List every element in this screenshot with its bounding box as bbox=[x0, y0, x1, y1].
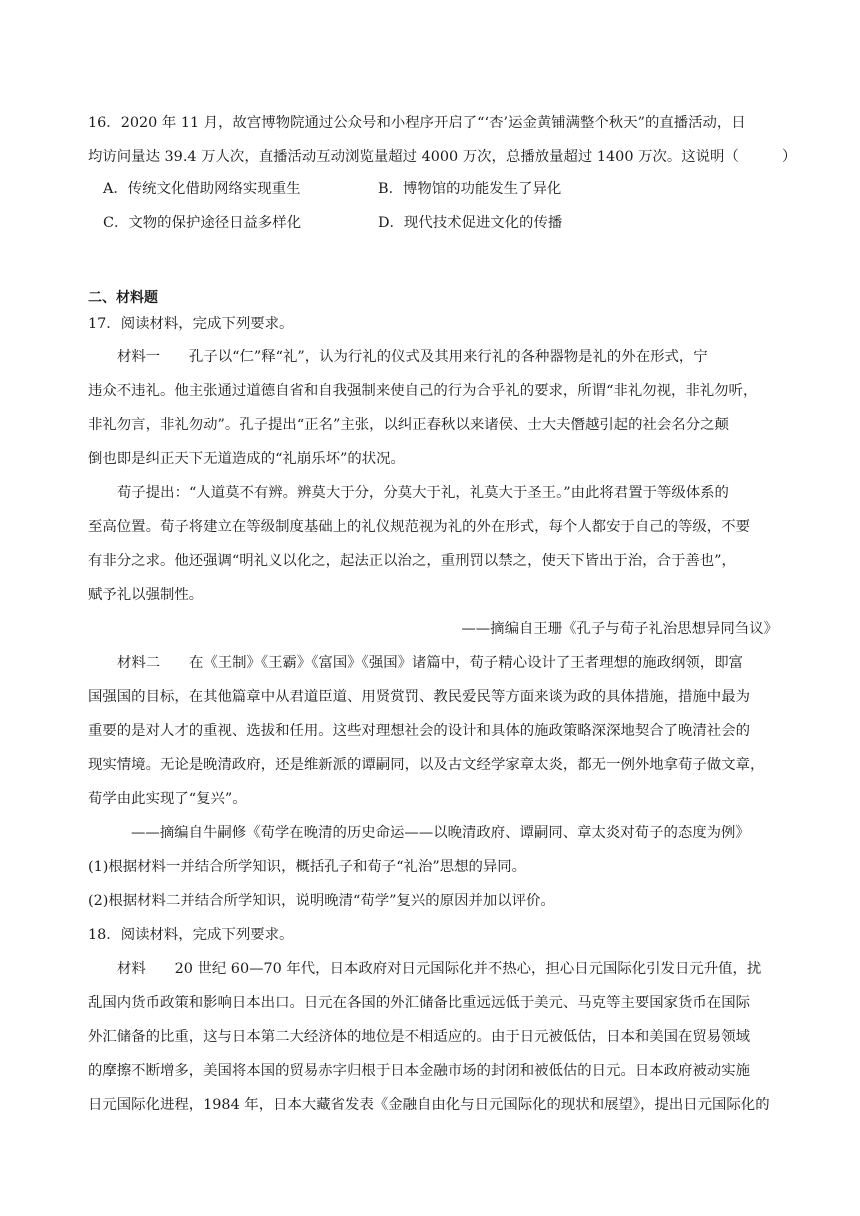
option-c: C．文物的保护途径日益多样化 bbox=[103, 215, 302, 231]
material-1-line: 非礼勿言，非礼勿动”。孔子提出“正名”主张，以纠正春秋以来诸侯、士大夫僭越引起的社会名分之颠 bbox=[88, 417, 729, 433]
material-1-line: 倒也即是纠正天下无道造成的“礼崩乐坏”的状况。 bbox=[88, 451, 405, 467]
material-2-line: 国强国的目标，在其他篇章中从君道臣道、用贤赏罚、教民爱民等方面来谈为政的具体措施，措施中最为 bbox=[88, 689, 750, 705]
question-18-material-line: 日元国际化进程，1984 年，日本大藏省发表《金融自由化与日元国际化的现状和展望》，提出日元国际化的 bbox=[88, 1097, 770, 1113]
material-2-line: 材料二 在《王制》《王霸》《富国》《强国》诸篇中，荀子精心设计了王者理想的施政纲领，即富 bbox=[117, 655, 743, 671]
question-18-material-line: 材料 20 世纪 60—70 年代，日本政府对日元国际化并不热心，担心日元国际化引发日元升值，扰 bbox=[117, 961, 762, 977]
material-1-line: 荀子提出：“人道莫不有辨。辨莫大于分，分莫大于礼，礼莫大于圣王。”由此将君置于等级体系的 bbox=[117, 485, 729, 501]
question-17-stem: 17．阅读材料，完成下列要求。 bbox=[88, 316, 294, 332]
question-18-material-line: 乱国内货币政策和影响日本出口。日元在各国的外汇储备比重远远低于美元、马克等主要国家货币在国际 bbox=[88, 995, 750, 1011]
material-1-line: 有非分之求。他还强调“明礼义以化之，起法正以治之，重刑罚以禁之，使天下皆出于治，合于善也”， bbox=[88, 553, 736, 569]
option-d: D．现代技术促进文化的传播 bbox=[378, 215, 563, 231]
section-heading: 二、材料题 bbox=[88, 290, 158, 306]
material-2-line: 荀学由此实现了“复兴”。 bbox=[88, 791, 247, 807]
material-1-line: 材料一 孔子以“仁”释“礼”，认为行礼的仪式及其用来行礼的各种器物是礼的外在形式，宁 bbox=[117, 349, 708, 365]
material-2-source: ——摘编自牛嗣修《荀学在晚清的历史命运——以晚清政府、谭嗣同、章太炎对荀子的态度为例》 bbox=[131, 825, 750, 841]
option-a: A．传统文化借助网络实现重生 bbox=[103, 181, 301, 197]
material-1-line: 至高位置。荀子将建立在等级制度基础上的礼仪规范视为礼的外在形式，每个人都安于自己的等级，不要 bbox=[88, 519, 750, 535]
question-16-line-2: 均访问量达 39.4 万人次，直播活动互动浏览量超过 4000 万次，总播放量超过 1400 万次。这说明（ ） bbox=[88, 149, 797, 165]
question-18-material-line: 的摩擦不断增多，美国将本国的贸易赤字归根于日本金融市场的封闭和被低估的日元。日本政府被动实施 bbox=[88, 1063, 750, 1079]
material-2-line: 现实情境。无论是晚清政府，还是维新派的谭嗣同，以及古文经学家章太炎，都无一例外地拿荀子做文章， bbox=[88, 757, 765, 773]
question-18-stem: 18．阅读材料，完成下列要求。 bbox=[88, 927, 294, 943]
question-17-ask-1: (1)根据材料一并结合所学知识，概括孔子和荀子“礼治”思想的异同。 bbox=[88, 859, 527, 875]
material-1-line: 违众不违礼。他主张通过道德自省和自我强制来使自己的行为合乎礼的要求，所谓“非礼勿视，非礼勿听， bbox=[88, 383, 758, 399]
option-b: B．博物馆的功能发生了异化 bbox=[378, 181, 562, 197]
material-1-source: ——摘编自王珊《孔子与荀子礼治思想异同刍议》 bbox=[461, 621, 778, 637]
material-1-line: 赋予礼以强制性。 bbox=[88, 587, 204, 603]
question-18-material-line: 外汇储备的比重，这与日本第二大经济体的地位是不相适应的。由于日元被低估，日本和美国在贸易领域 bbox=[88, 1029, 750, 1045]
material-2-line: 重要的是对人才的重视、选拔和任用。这些对理想社会的设计和具体的施政策略深深地契合了晚清社会的 bbox=[88, 723, 750, 739]
question-17-ask-2: (2)根据材料二并结合所学知识，说明晚清“荀学”复兴的原因并加以评价。 bbox=[88, 893, 555, 909]
question-16-line-1: 16．2020 年 11 月，故宫博物院通过公众号和小程序开启了“‘杏’运金黄铺满整个秋天”的直播活动，日 bbox=[88, 115, 746, 131]
